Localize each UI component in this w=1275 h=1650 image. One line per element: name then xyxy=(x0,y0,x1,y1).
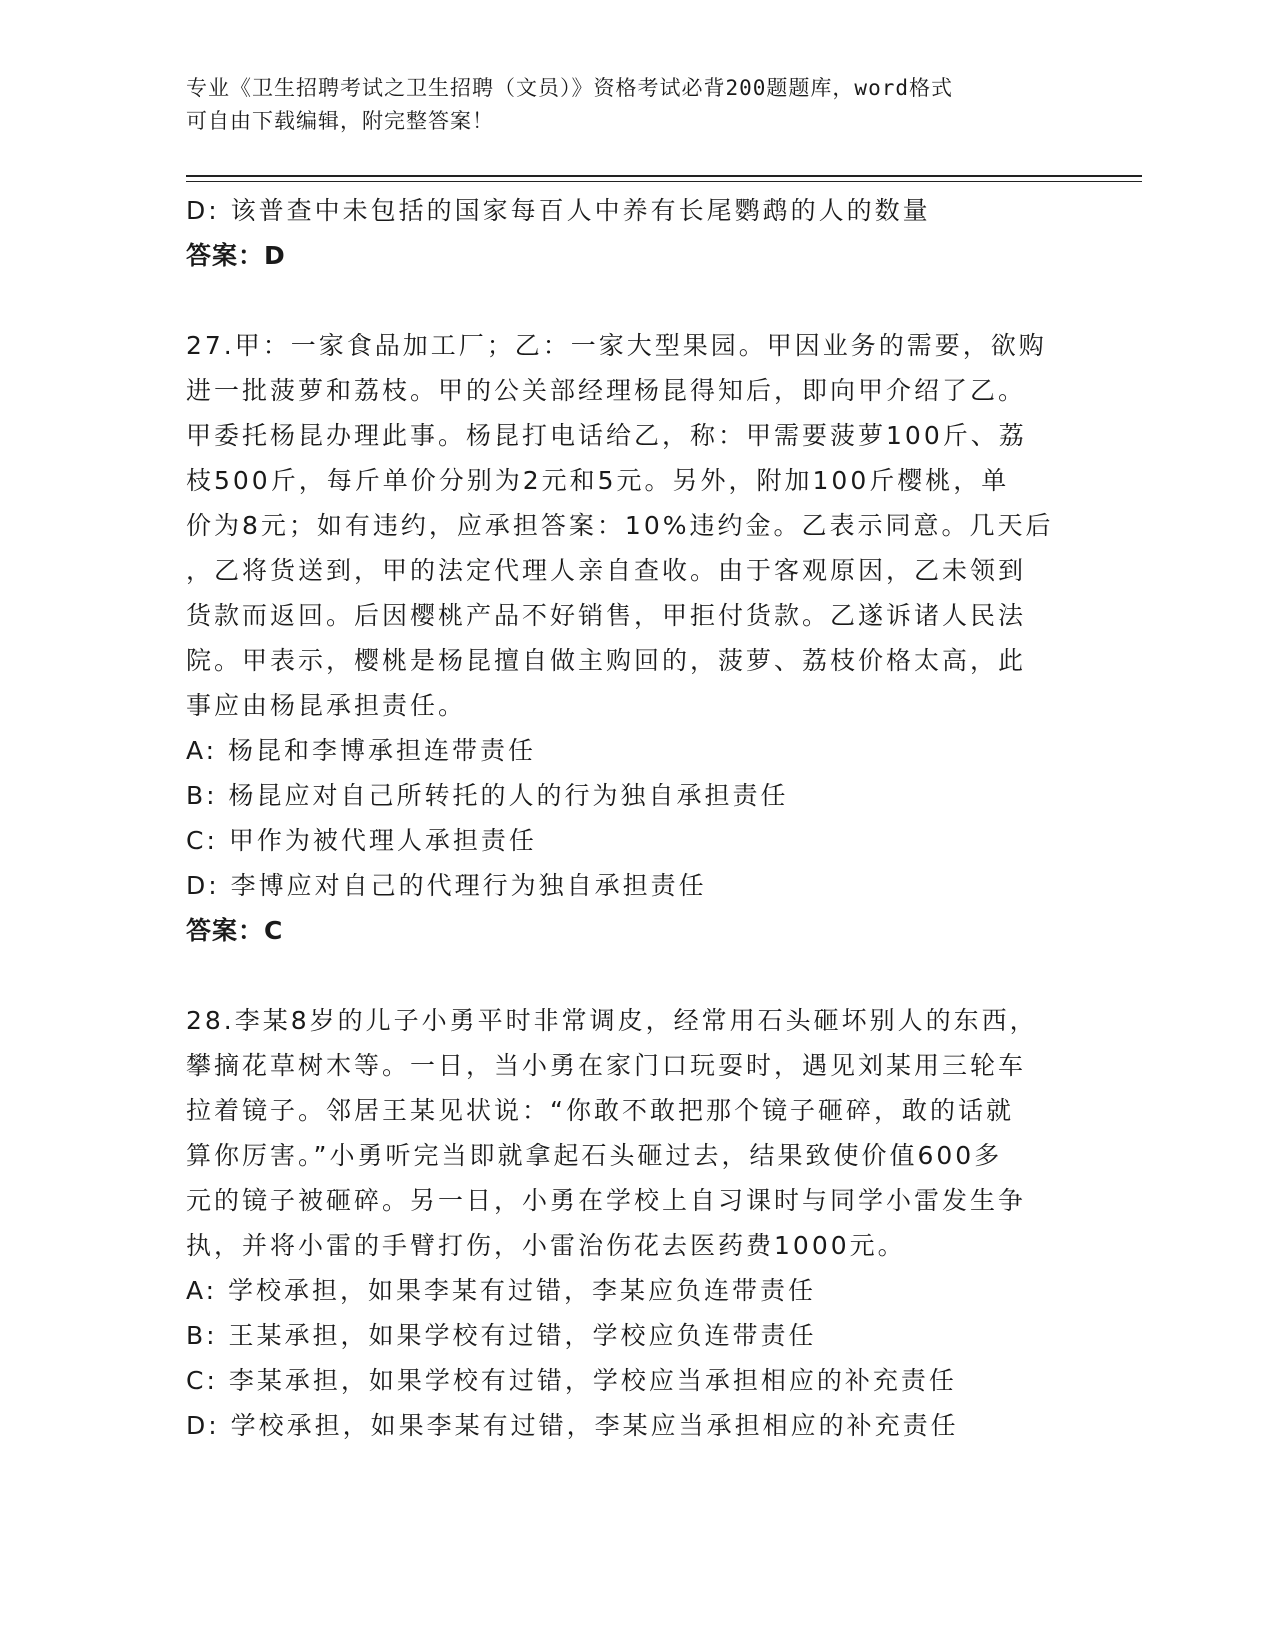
document-body xyxy=(186,188,1066,1448)
q28-option-d: D: 学校承担，如果李某有过错，李某应当承担相应的补充责任 xyxy=(186,1411,959,1440)
q27-stem-line: 枝500斤，每斤单价分别为2元和5元。另外，附加100斤樱桃，单 xyxy=(186,466,1010,495)
q28-option-a: A: 学校承担，如果李某有过错，李某应负连带责任 xyxy=(186,1276,817,1305)
q27-stem-line: 货款而返回。后因樱桃产品不好销售，甲拒付货款。乙遂诉诸人民法 xyxy=(186,601,1027,630)
document-header xyxy=(186,72,1066,138)
prev-answer: 答案：D xyxy=(186,241,286,270)
q27-stem-line: 价为8元；如有违约，应承担答案：10%违约金。乙表示同意。几天后 xyxy=(186,511,1054,540)
spacer xyxy=(186,278,1066,323)
q28-option-c: C: 李某承担，如果学校有过错，学校应当承担相应的补充责任 xyxy=(186,1366,957,1395)
q27-stem-line: ，乙将货送到，甲的法定代理人亲自查收。由于客观原因，乙未领到 xyxy=(186,556,1027,585)
header-line-1: 专业《卫生招聘考试之卫生招聘（文员）》资格考试必背200题题库，word格式 xyxy=(186,76,953,100)
q27-option-a: A: 杨昆和李博承担连带责任 xyxy=(186,736,537,765)
q27-stem-line: 院。甲表示，樱桃是杨昆擅自做主购回的，菠萝、荔枝价格太高，此 xyxy=(186,646,1027,675)
question-28 xyxy=(186,998,1066,1448)
q28-stem-line: 元的镜子被砸碎。另一日，小勇在学校上自习课时与同学小雷发生争 xyxy=(186,1186,1027,1215)
q27-option-d: D: 李博应对自己的代理行为独自承担责任 xyxy=(186,871,707,900)
q28-stem-line: 28.李某8岁的儿子小勇平时非常调皮，经常用石头砸坏别人的东西， xyxy=(186,1006,1038,1035)
q28-option-b: B: 王某承担，如果学校有过错，学校应负连带责任 xyxy=(186,1321,817,1350)
header-divider-thin xyxy=(186,181,1142,182)
header-divider-thick xyxy=(186,175,1142,177)
q28-stem-line: 执，并将小雷的手臂打伤，小雷治伤花去医药费1000元。 xyxy=(186,1231,906,1260)
prev-option-d: D: 该普查中未包括的国家每百人中养有长尾鹦鹉的人的数量 xyxy=(186,196,931,225)
q27-answer: 答案：C xyxy=(186,916,284,945)
q27-option-b: B: 杨昆应对自己所转托的人的行为独自承担责任 xyxy=(186,781,789,810)
q27-stem-line: 甲委托杨昆办理此事。杨昆打电话给乙，称：甲需要菠萝100斤、荔 xyxy=(186,421,1027,450)
q28-stem-line: 算你厉害。”小勇听完当即就拿起石头砸过去，结果致使价值600多 xyxy=(186,1141,1003,1170)
q28-stem-line: 攀摘花草树木等。一日，当小勇在家门口玩耍时，遇见刘某用三轮车 xyxy=(186,1051,1027,1080)
spacer xyxy=(186,953,1066,998)
q28-stem-line: 拉着镜子。邻居王某见状说：“你敢不敢把那个镜子砸碎，敢的话就 xyxy=(186,1096,1014,1125)
header-line-2: 可自由下载编辑，附完整答案！ xyxy=(186,109,494,133)
q27-stem-line: 事应由杨昆承担责任。 xyxy=(186,691,467,720)
question-27 xyxy=(186,323,1066,953)
q27-option-c: C: 甲作为被代理人承担责任 xyxy=(186,826,537,855)
q27-stem-line: 27.甲：一家食品加工厂；乙：一家大型果园。甲因业务的需要，欲购 xyxy=(186,331,1047,360)
q27-stem-line: 进一批菠萝和荔枝。甲的公关部经理杨昆得知后，即向甲介绍了乙。 xyxy=(186,376,1027,405)
